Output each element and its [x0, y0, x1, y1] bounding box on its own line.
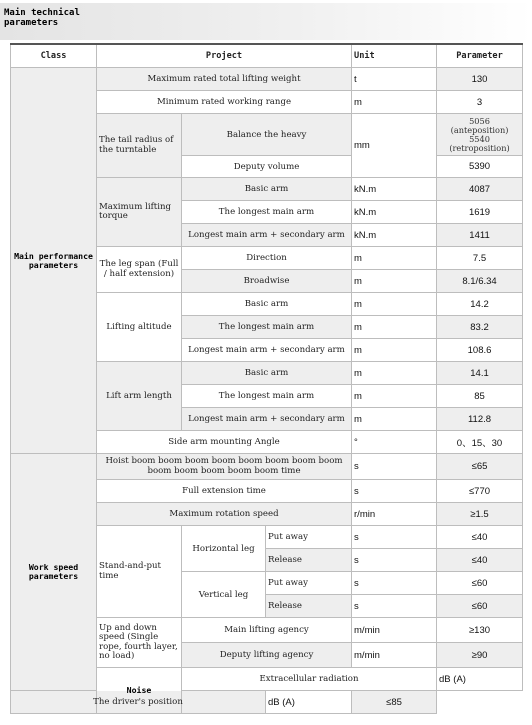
row-value: ≤85 — [352, 691, 437, 714]
row-unit: m — [352, 339, 437, 362]
row-unit: s — [352, 526, 437, 549]
row-unit: m — [352, 362, 437, 385]
row-unit: m — [352, 247, 437, 270]
section-main-performance: Main performance parameters — [11, 68, 97, 454]
row-unit: m — [352, 316, 437, 339]
row-sub: Deputy lifting agency — [182, 643, 352, 668]
header-banner — [0, 0, 532, 40]
row-group: Lift arm length — [97, 362, 182, 431]
row-unit: m — [352, 91, 437, 114]
row-value: 0、15、30 — [437, 431, 523, 454]
row-sub: The longest main arm — [182, 385, 352, 408]
row-unit: s — [352, 454, 437, 480]
row-value: 14.1 — [437, 362, 523, 385]
row-unit: t — [352, 68, 437, 91]
row-unit: m — [352, 293, 437, 316]
row-value: ≤770 — [437, 480, 523, 503]
parameters-table — [10, 43, 523, 714]
row-action: Release — [266, 549, 352, 572]
row-unit: m — [352, 270, 437, 293]
section-noise: Noise — [97, 668, 182, 714]
row-sub: Longest main arm + secondary arm — [182, 339, 352, 362]
row-label: Full extension time — [97, 480, 352, 503]
row-unit: ° — [352, 431, 437, 454]
table-header-row — [11, 44, 523, 68]
page-title: Main technical parameters — [4, 8, 80, 28]
row-unit: m — [352, 385, 437, 408]
row-sub: Longest main arm + secondary arm — [182, 408, 352, 431]
row-sub: Horizontal leg — [182, 526, 266, 572]
row-sub: Longest main arm + secondary arm — [182, 224, 352, 247]
column-header-unit: Unit — [352, 44, 437, 68]
row-unit: kN.m — [352, 178, 437, 201]
row-sub: Direction — [182, 247, 352, 270]
column-header-project: Project — [97, 44, 352, 68]
row-unit: kN.m — [352, 224, 437, 247]
row-value: ≥130 — [437, 618, 523, 643]
row-sub: Basic arm — [182, 293, 352, 316]
row-value: 130 — [437, 68, 523, 91]
row-group: The tail radius of the turntable — [97, 114, 182, 178]
row-value: 5390 — [437, 156, 523, 178]
row-label: The driver's position — [11, 691, 266, 714]
column-header-parameter: Parameter — [437, 44, 523, 68]
row-sub: Broadwise — [182, 270, 352, 293]
row-value: 8.1/6.34 — [437, 270, 523, 293]
section-work-speed: Work speed parameters — [11, 454, 97, 691]
row-sub: The longest main arm — [182, 316, 352, 339]
row-label: Hoist boom boom boom boom boom boom boom boom boom boom boom boom boom time — [97, 454, 352, 480]
row-action: Release — [266, 595, 352, 618]
row-value: 4087 — [437, 178, 523, 201]
row-unit: dB (A) — [437, 668, 523, 691]
row-value: ≤40 — [437, 526, 523, 549]
row-unit: s — [352, 595, 437, 618]
row-sub: Balance the heavy — [182, 114, 352, 156]
row-value: ≤60 — [437, 572, 523, 595]
row-value: 108.6 — [437, 339, 523, 362]
row-sub: The longest main arm — [182, 201, 352, 224]
row-label: Side arm mounting Angle — [97, 431, 352, 454]
row-unit: m/min — [352, 618, 437, 643]
row-value: ≥1.5 — [437, 503, 523, 526]
row-unit: dB (A) — [266, 691, 352, 714]
row-label: Extracellular radiation — [182, 668, 437, 691]
table-row — [11, 454, 523, 480]
row-value: ≥90 — [437, 643, 523, 668]
row-unit: m — [352, 408, 437, 431]
row-label: Maximum rotation speed — [97, 503, 352, 526]
row-label: Minimum rated working range — [97, 91, 352, 114]
row-unit: s — [352, 480, 437, 503]
table-row — [11, 68, 523, 91]
header-top-bar — [0, 0, 532, 3]
row-unit: s — [352, 572, 437, 595]
row-sub: Vertical leg — [182, 572, 266, 618]
row-group: Maximum lifting torque — [97, 178, 182, 247]
row-value: 112.8 — [437, 408, 523, 431]
row-unit: mm — [352, 114, 437, 178]
row-group: Stand-and-put time — [97, 526, 182, 618]
row-label: Maximum rated total lifting weight — [97, 68, 352, 91]
row-sub: Deputy volume — [182, 156, 352, 178]
column-header-class: Class — [11, 44, 97, 68]
row-group: Lifting altitude — [97, 293, 182, 362]
row-value: ≤65 — [437, 454, 523, 480]
row-group: The leg span (Full / half extension) — [97, 247, 182, 293]
row-value: 1619 — [437, 201, 523, 224]
row-sub: Basic arm — [182, 178, 352, 201]
row-value: 14.2 — [437, 293, 523, 316]
row-value: 85 — [437, 385, 523, 408]
row-unit: kN.m — [352, 201, 437, 224]
table-row — [11, 691, 523, 714]
row-sub: Main lifting agency — [182, 618, 352, 643]
row-value: 1411 — [437, 224, 523, 247]
row-value: ≤60 — [437, 595, 523, 618]
row-value: 83.2 — [437, 316, 523, 339]
row-value: 3 — [437, 91, 523, 114]
row-action: Put away — [266, 526, 352, 549]
row-action: Put away — [266, 572, 352, 595]
row-sub: Basic arm — [182, 362, 352, 385]
row-value: ≤40 — [437, 549, 523, 572]
row-unit: s — [352, 549, 437, 572]
row-value: 7.5 — [437, 247, 523, 270]
row-group: Up and down speed (Single rope, fourth layer, no load) — [97, 618, 182, 668]
row-value: 5056 (anteposition) 5540 (retroposition) — [437, 114, 523, 156]
row-unit: r/min — [352, 503, 437, 526]
row-unit: m/min — [352, 643, 437, 668]
